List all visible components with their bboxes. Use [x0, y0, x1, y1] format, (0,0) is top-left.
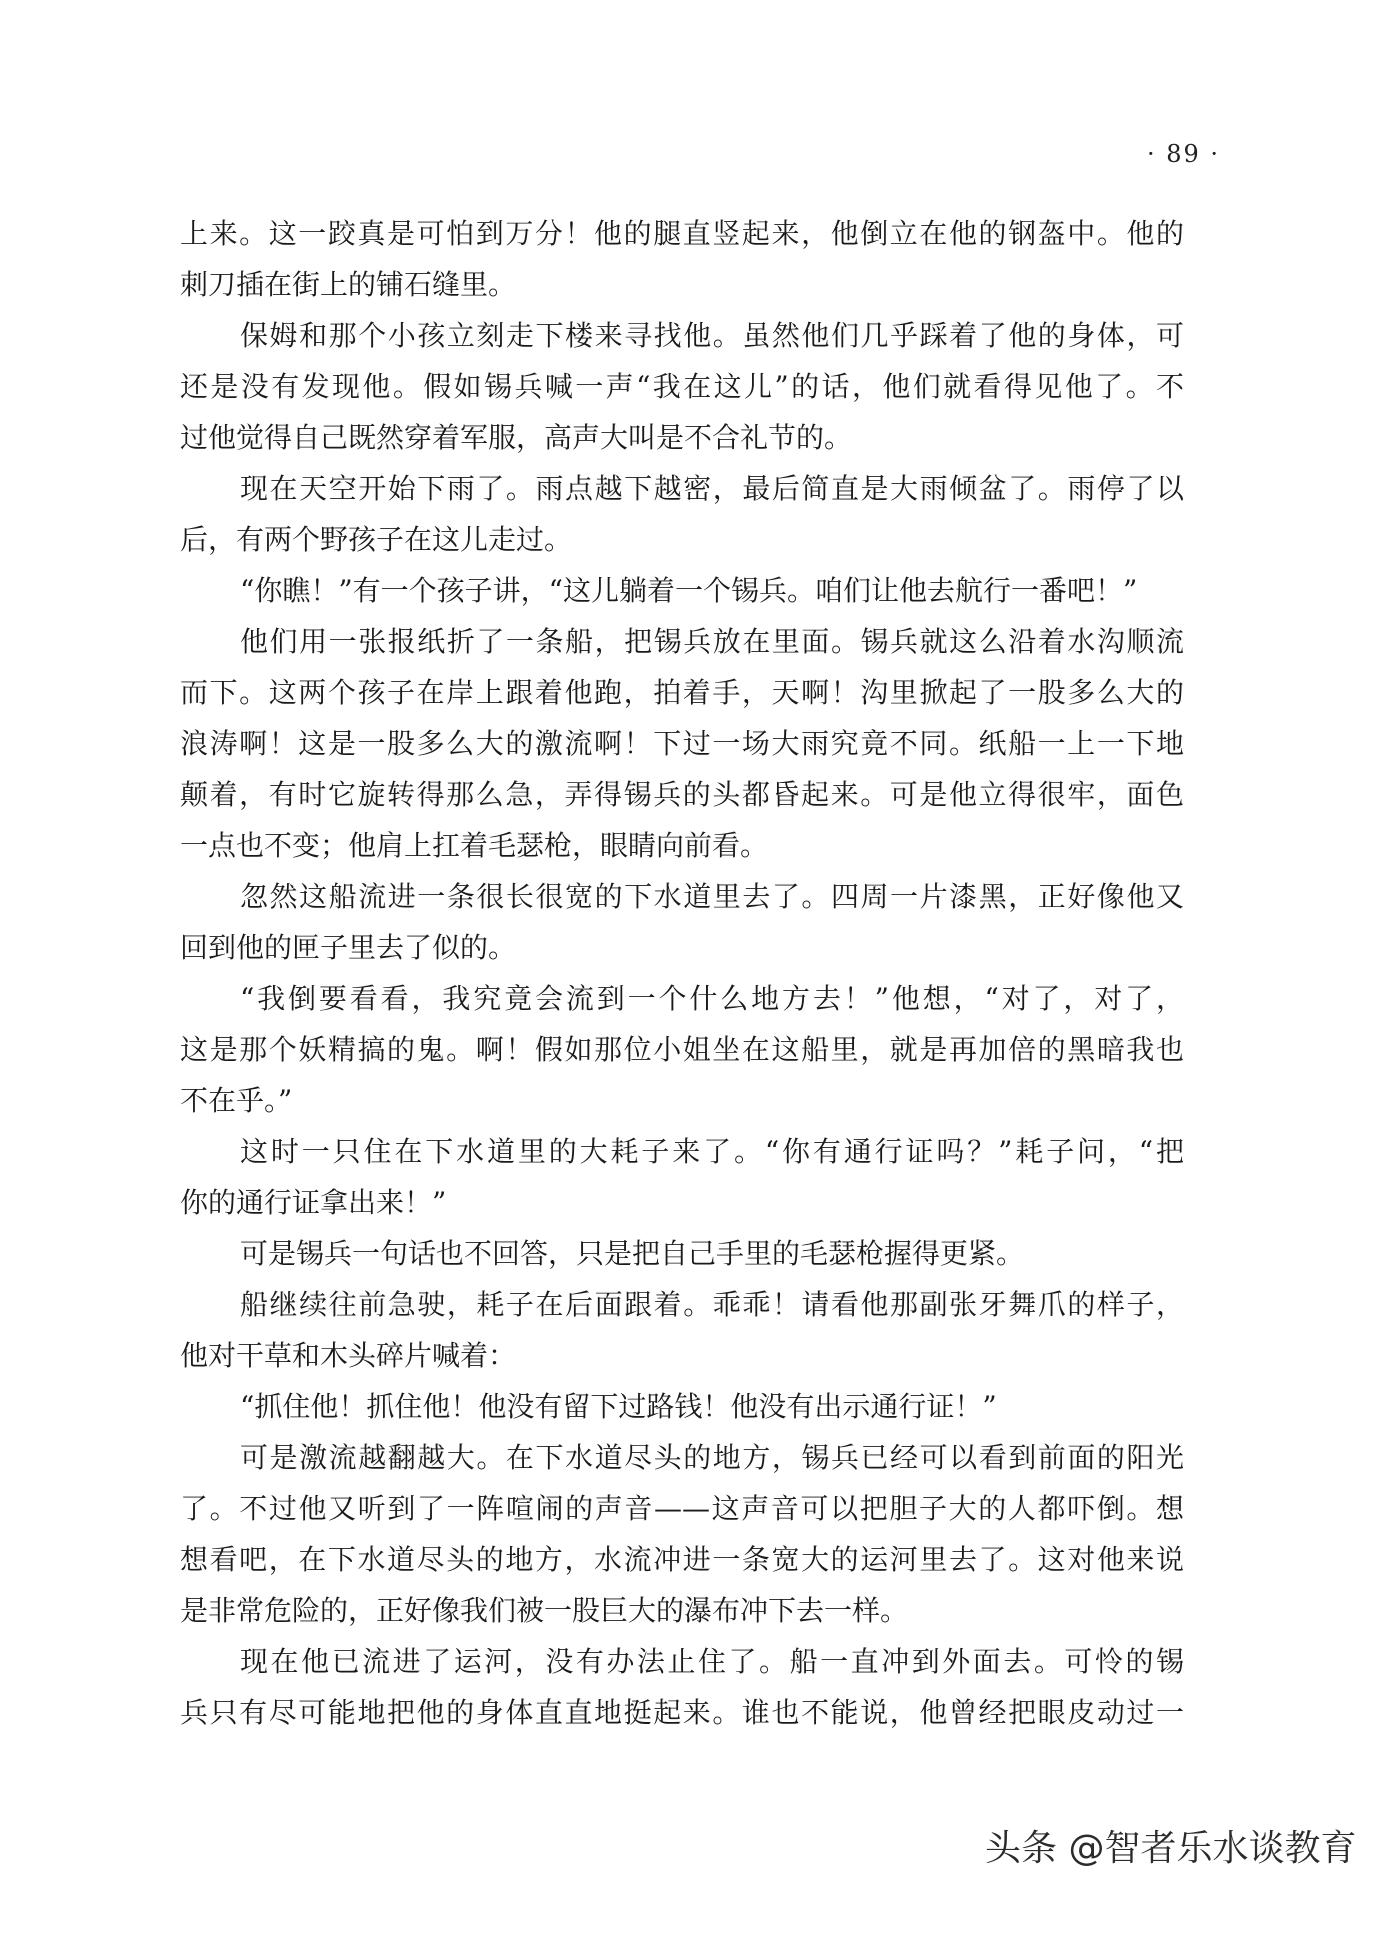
text-line: 不在乎。” [180, 1084, 293, 1117]
text-line: 你的通行证拿出来！” [180, 1186, 447, 1219]
page-number: · 89 · [1146, 140, 1220, 168]
text-line: 上来。这一跤真是可怕到万分！他的腿直竖起来，他倒立在他的钢盔中。他的 [180, 217, 1184, 250]
text-line: 回到他的匣子里去了似的。 [180, 931, 517, 964]
text-line: 忽然这船流进一条很长很宽的下水道里去了。四周一片漆黑，正好像他又 [240, 880, 1184, 913]
text-line: 保姆和那个小孩立刻走下楼来寻找他。虽然他们几乎踩着了他的身体，可 [240, 319, 1184, 352]
text-line: 还是没有发现他。假如锡兵喊一声“我在这儿”的话，他们就看得见他了。不 [180, 370, 1184, 403]
text-line: 可是激流越翻越大。在下水道尽头的地方，锡兵已经可以看到前面的阳光 [240, 1441, 1184, 1474]
text-line: 是非常危险的，正好像我们被一股巨大的瀑布冲下去一样。 [180, 1594, 909, 1627]
text-line: 过他觉得自己既然穿着军服，高声大叫是不合礼节的。 [180, 421, 853, 454]
text-line: 浪涛啊！这是一股多么大的激流啊！下过一场大雨究竟不同。纸船一上一下地 [180, 727, 1184, 760]
body-text [180, 208, 1184, 1738]
text-line: “你瞧！”有一个孩子讲，“这儿躺着一个锡兵。咱们让他去航行一番吧！” [240, 574, 1138, 607]
text-line: 后，有两个野孩子在这儿走过。 [180, 523, 573, 556]
text-line: 这是那个妖精搞的鬼。啊！假如那位小姐坐在这船里，就是再加倍的黑暗我也 [180, 1033, 1184, 1066]
text-line: 这时一只住在下水道里的大耗子来了。“你有通行证吗？”耗子问，“把 [240, 1135, 1184, 1168]
text-line: 可是锡兵一句话也不回答，只是把自己手里的毛瑟枪握得更紧。 [240, 1237, 1025, 1270]
text-line: 刺刀插在街上的铺石缝里。 [180, 268, 517, 301]
text-line: 一点也不变；他肩上扛着毛瑟枪，眼睛向前看。 [180, 829, 769, 862]
text-line: 了。不过他又听到了一阵喧闹的声音——这声音可以把胆子大的人都吓倒。想 [180, 1492, 1184, 1525]
text-line: 船继续往前急驶，耗子在后面跟着。乖乖！请看他那副张牙舞爪的样子， [240, 1288, 1184, 1321]
text-line: 他们用一张报纸折了一条船，把锡兵放在里面。锡兵就这么沿着水沟顺流 [240, 625, 1184, 658]
text-line: 而下。这两个孩子在岸上跟着他跑，拍着手，天啊！沟里掀起了一股多么大的 [180, 676, 1184, 709]
text-line: 他对干草和木头碎片喊着： [180, 1339, 517, 1372]
text-line: “我倒要看看，我究竟会流到一个什么地方去！”他想，“对了，对了， [240, 982, 1184, 1015]
text-line: 颠着，有时它旋转得那么急，弄得锡兵的头都昏起来。可是他立得很牢，面色 [180, 778, 1184, 811]
text-line: 兵只有尽可能地把他的身体直直地挺起来。谁也不能说，他曾经把眼皮动过一 [180, 1696, 1184, 1729]
text-line: 现在天空开始下雨了。雨点越下越密，最后简直是大雨倾盆了。雨停了以 [240, 472, 1184, 505]
watermark: 头条 @智者乐水谈教育 [985, 1828, 1357, 1869]
text-line: “抓住他！抓住他！他没有留下过路钱！他没有出示通行证！” [240, 1390, 997, 1423]
text-line: 现在他已流进了运河，没有办法止住了。船一直冲到外面去。可怜的锡 [240, 1645, 1184, 1678]
text-line: 想看吧，在下水道尽头的地方，水流冲进一条宽大的运河里去了。这对他来说 [180, 1543, 1184, 1576]
